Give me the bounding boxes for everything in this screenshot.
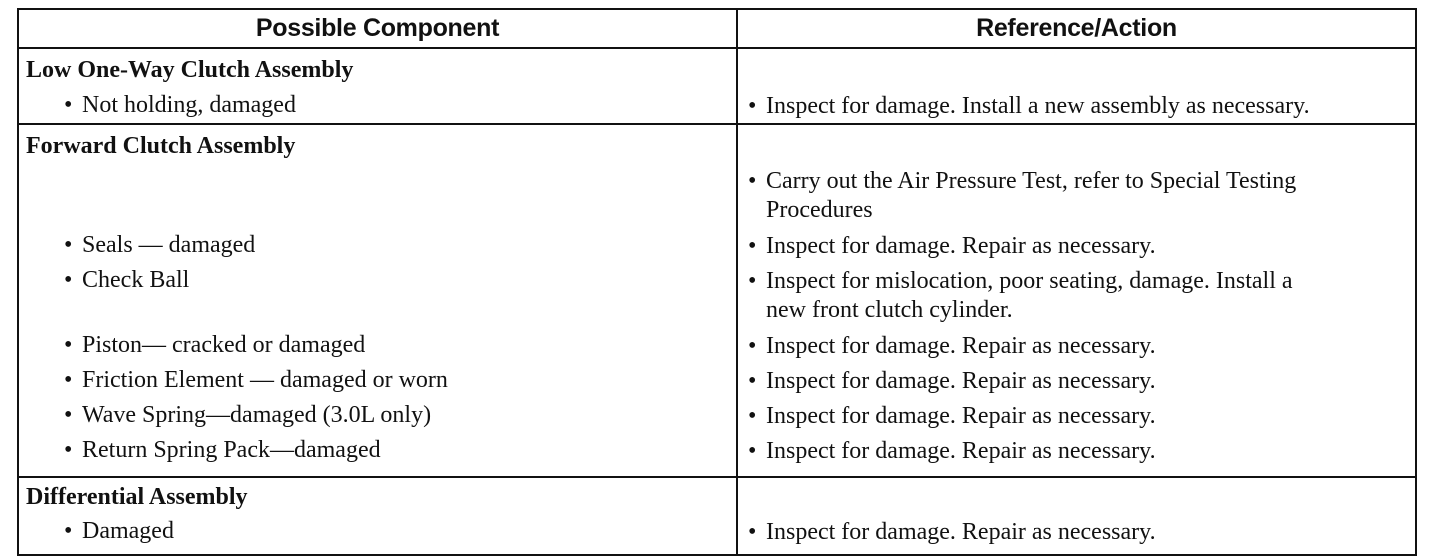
action-item: • Inspect for damage. Repair as necessary. [748, 333, 1156, 359]
bullet: • [748, 168, 757, 194]
bullet: • [748, 438, 757, 464]
section-title: Low One-Way Clutch Assembly [26, 57, 354, 83]
action-item: • Inspect for damage. Repair as necessary. [748, 519, 1156, 545]
action-item: • Inspect for damage. Repair as necessary. [748, 368, 1156, 394]
component-item: • Return Spring Pack—damaged [64, 437, 381, 463]
bullet: • [748, 93, 757, 119]
action-item: • Inspect for damage. Install a new assembly as necessary. [748, 93, 1310, 119]
component-item: • Not holding, damaged [64, 92, 296, 118]
section-components [19, 49, 738, 123]
section-actions [738, 125, 1415, 476]
section-actions [738, 478, 1415, 554]
action-item: • Inspect for mislocation, poor seating, damage. Install a new front clutch cylinder. [748, 268, 1293, 323]
component-item: • Seals — damaged [64, 232, 256, 258]
header-reference-action: Reference/Action [976, 14, 1177, 42]
section-forward-clutch [19, 125, 1415, 478]
bullet: • [748, 519, 757, 545]
bullet: • [64, 332, 73, 358]
section-differential [19, 478, 1415, 554]
section-actions [738, 49, 1415, 123]
action-item: • Inspect for damage. Repair as necessary. [748, 438, 1156, 464]
component-item: • Piston— cracked or damaged [64, 332, 366, 358]
table-header [19, 10, 1415, 49]
section-components [19, 478, 738, 554]
section-components [19, 125, 738, 476]
component-item: • Check Ball [64, 267, 190, 293]
bullet: • [64, 518, 73, 544]
component-item: • Friction Element — damaged or worn [64, 367, 448, 393]
bullet: • [748, 368, 757, 394]
diagnosis-table [17, 8, 1417, 556]
bullet: • [64, 402, 73, 428]
section-title: Forward Clutch Assembly [26, 133, 296, 159]
action-item: • Carry out the Air Pressure Test, refer to Special Testing Procedures [748, 168, 1297, 223]
section-title: Differential Assembly [26, 484, 248, 510]
component-item: • Wave Spring—damaged (3.0L only) [64, 402, 432, 428]
bullet: • [64, 367, 73, 393]
bullet: • [748, 403, 757, 429]
header-possible-component: Possible Component [19, 10, 738, 47]
section-low-one-way-clutch [19, 49, 1415, 125]
bullet: • [64, 267, 73, 293]
bullet: • [64, 437, 73, 463]
bullet: • [64, 232, 73, 258]
bullet: • [748, 333, 757, 359]
bullet: • [64, 92, 73, 118]
action-item: • Inspect for damage. Repair as necessary. [748, 233, 1156, 259]
action-item: • Inspect for damage. Repair as necessary. [748, 403, 1156, 429]
bullet: • [748, 233, 757, 259]
bullet: • [748, 268, 757, 294]
component-item: • Damaged [64, 518, 174, 544]
